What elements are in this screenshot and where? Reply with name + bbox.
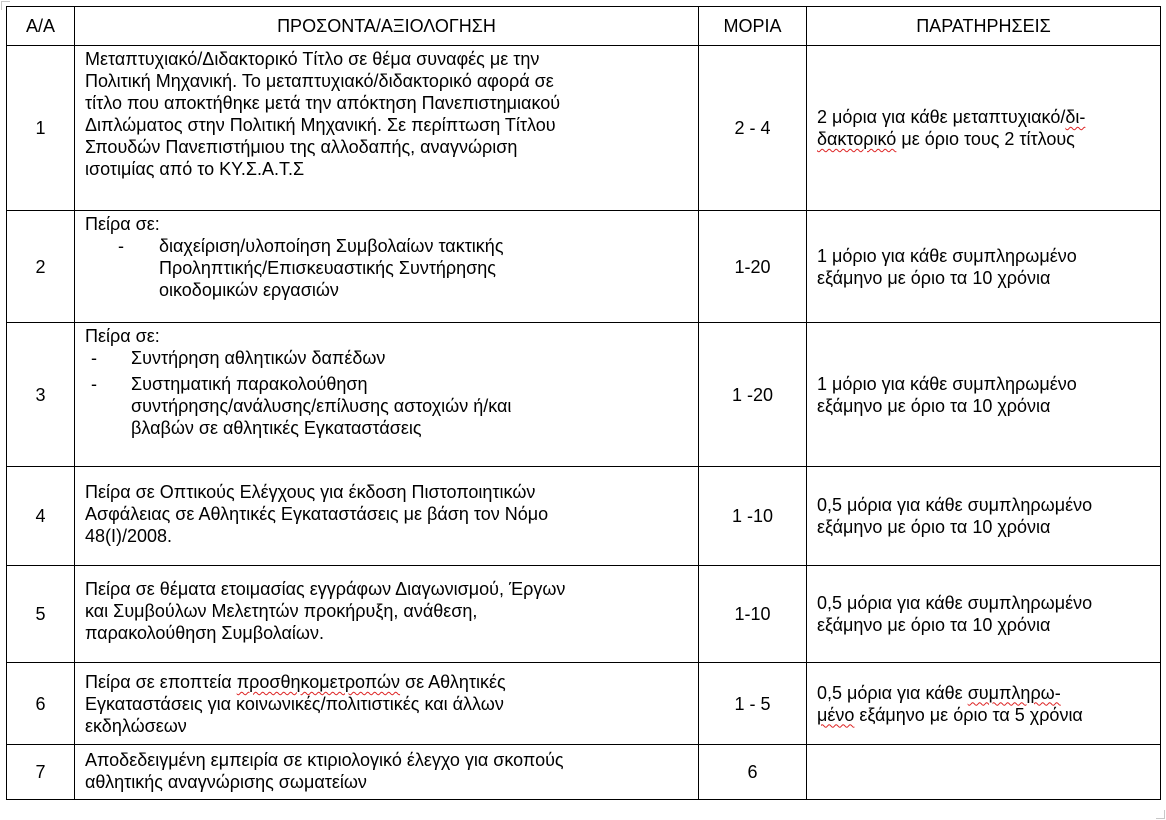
description-line: ισοτιμίας από το ΚΥ.Σ.Α.Τ.Σ — [85, 159, 305, 179]
remarks-text: εξάμηνο με όριο τα 10 χρόνια — [817, 395, 1051, 416]
spellcheck-word: δακτορικό — [817, 129, 897, 149]
description-line: παρακολούθηση Συμβολαίων. — [85, 623, 324, 643]
criteria-list — [85, 235, 688, 301]
row-points: 1-10 — [699, 566, 807, 663]
remarks-text: εξάμηνο με όριο τα 10 χρόνια — [817, 517, 1051, 537]
header-remarks: ΠΑΡΑΤΗΡΗΣΕΙΣ — [807, 7, 1161, 46]
list-dash: - — [91, 374, 97, 394]
description-line: Σπουδών Πανεπιστήμιου της αλλοδαπής, αναγνώριση — [85, 137, 518, 157]
row-number: 7 — [7, 745, 75, 800]
table-header-row — [7, 7, 1161, 46]
row-description — [75, 663, 699, 745]
header-criteria: ΠΡΟΣΟΝΤΑ/ΑΞΙΟΛΟΓΗΣΗ — [75, 7, 699, 46]
table-row — [7, 745, 1161, 800]
description-line: Πείρα σε θέματα ετοιμασίας εγγράφων Διαγωνισμού, Έργων — [85, 579, 566, 599]
table-row — [7, 467, 1161, 566]
row-description — [75, 745, 699, 800]
row-number: 5 — [7, 566, 75, 663]
table-row — [7, 211, 1161, 323]
list-item: - διαχείριση/υλοποίηση Συμβολαίων τακτικής Προληπτικής/Επισκευαστικής Συντήρησης οικοδομικών εργασιών — [118, 236, 504, 300]
remarks-text: 0,5 μόρια για κάθε — [817, 682, 968, 703]
table-row — [7, 46, 1161, 211]
remarks-text: εξάμηνο με όριο τα 10 χρόνια — [817, 615, 1051, 635]
criteria-list — [85, 347, 688, 439]
remarks-text: 2 μόρια για κάθε μεταπτυχιακό/ — [817, 107, 1066, 127]
description-intro: Πείρα σε: — [85, 326, 160, 346]
table-row — [7, 663, 1161, 745]
spellcheck-word: προσθηκομετροπών — [236, 672, 401, 692]
remarks-text: εξάμηνο με όριο τα 10 χρόνια — [817, 267, 1051, 288]
row-remarks — [807, 566, 1161, 663]
description-line: τίτλο που αποκτήθηκε μετά την απόκτηση Πανεπιστημιακού — [85, 93, 561, 113]
description-line: Ασφάλειας σε Αθλητικές Εγκαταστάσεις με βάση τον Νόμο — [85, 504, 549, 524]
list-item: - Συντήρηση αθλητικών δαπέδων — [91, 348, 386, 368]
description-line: και Συμβούλων Μελετητών προκήρυξη, ανάθεση, — [85, 601, 478, 621]
row-number: 1 — [7, 46, 75, 211]
description-intro: Πείρα σε: — [85, 214, 160, 234]
description-line: Μεταπτυχιακό/Διδακτορικό Τίτλο σε θέμα συναφές με την — [85, 49, 540, 69]
row-description — [75, 323, 699, 467]
row-remarks-empty — [807, 745, 1161, 800]
remarks-text: 1 μόριο για κάθε συμπληρωμένο — [817, 245, 1077, 266]
row-points: 6 — [699, 745, 807, 800]
description-line: εκδηλώσεων — [85, 716, 187, 736]
description-line: 48(Ι)/2008. — [85, 526, 173, 546]
row-description — [75, 46, 699, 211]
row-points: 1-20 — [699, 211, 807, 323]
description-line: Εγκαταστάσεις για κοινωνικές/πολιτιστικές και άλλων — [85, 694, 504, 714]
row-description — [75, 211, 699, 323]
row-remarks — [807, 663, 1161, 745]
criteria-table — [6, 6, 1161, 800]
list-dash: - — [91, 348, 97, 368]
row-points: 1 - 5 — [699, 663, 807, 745]
remarks-text: 1 μόριο για κάθε συμπληρωμένο — [817, 373, 1077, 394]
spellcheck-word: συμπληρω- — [967, 682, 1061, 703]
row-description — [75, 566, 699, 663]
list-item: - Συστηματική παρακολούθηση συντήρησης/ανάλυσης/επίλυσης αστοχιών ή/και βλαβών σε αθλητικές Εγκαταστάσεις — [91, 374, 512, 438]
description-line: Πολιτική Μηχανική. Το μεταπτυχιακό/διδακτορικό αφορά σε — [85, 71, 554, 91]
row-points: 1 -10 — [699, 467, 807, 566]
description-line: Διπλώματος στην Πολιτική Μηχανική. Σε περίπτωση Τίτλου — [85, 115, 556, 135]
header-points: ΜΟΡΙΑ — [699, 7, 807, 46]
row-number: 2 — [7, 211, 75, 323]
description-line: Πείρα σε Οπτικούς Ελέγχους για έκδοση Πιστοποιητικών — [85, 482, 536, 502]
row-points: 1 -20 — [699, 323, 807, 467]
row-number: 3 — [7, 323, 75, 467]
list-dash: - — [118, 236, 124, 256]
description-line: αθλητικής αναγνώρισης σωματείων — [85, 772, 367, 792]
remarks-text: εξάμηνο με όριο τα 5 χρόνια — [854, 704, 1083, 725]
row-remarks — [807, 211, 1161, 323]
remarks-text: με όριο τους 2 τίτλους — [896, 129, 1075, 149]
row-remarks — [807, 46, 1161, 211]
table-row — [7, 323, 1161, 467]
description-text: σε Αθλητικές — [400, 672, 506, 692]
row-points: 2 - 4 — [699, 46, 807, 211]
row-description — [75, 467, 699, 566]
row-number: 6 — [7, 663, 75, 745]
row-remarks — [807, 323, 1161, 467]
row-remarks — [807, 467, 1161, 566]
spellcheck-word: δι- — [1065, 107, 1086, 127]
header-aa: Α/Α — [7, 7, 75, 46]
remarks-text: 0,5 μόρια για κάθε συμπληρωμένο — [817, 495, 1093, 515]
remarks-text: 0,5 μόρια για κάθε συμπληρωμένο — [817, 593, 1093, 613]
description-line: Αποδεδειγμένη εμπειρία σε κτιριολογικό έλεγχο για σκοπούς — [85, 750, 564, 770]
row-number: 4 — [7, 467, 75, 566]
description-text: Πείρα σε εποπτεία — [85, 672, 237, 692]
page-corner-mark — [1156, 810, 1165, 819]
table-row — [7, 566, 1161, 663]
spellcheck-word: μένο — [817, 704, 855, 725]
